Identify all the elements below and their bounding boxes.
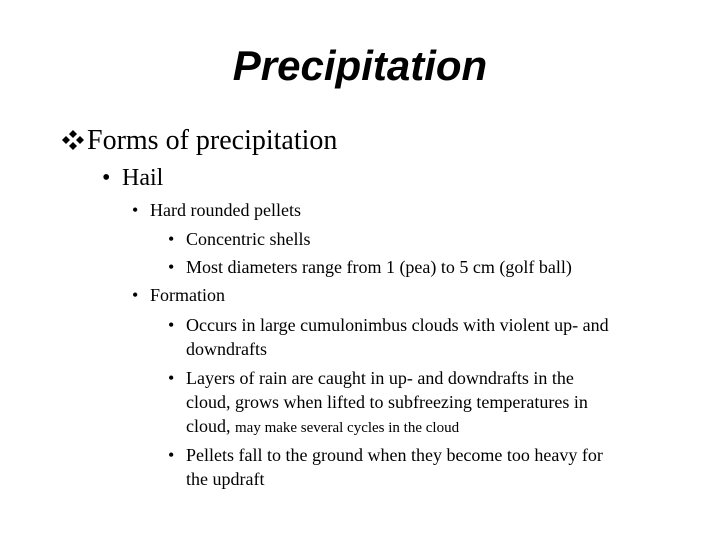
bullet-dot-icon: • <box>168 368 175 388</box>
bullet-dot-icon: • <box>102 165 111 191</box>
bullet-hard-rounded <box>132 198 301 222</box>
bullet-occurs <box>168 313 609 337</box>
bullet-occurs-cont: downdrafts <box>186 339 267 359</box>
bullet-dot-icon: • <box>168 257 175 277</box>
bullet-text: Most diameters range from 1 (pea) to 5 cm (golf ball) <box>186 257 572 277</box>
bullet-text: Formation <box>150 285 225 305</box>
bullet-level1-text: Forms of precipitation <box>87 125 338 156</box>
bullet-text-small: may make several cycles in the cloud <box>235 420 460 436</box>
bullet-text: cloud, <box>186 416 235 436</box>
bullet-dot-icon: • <box>132 285 139 305</box>
slide-title: Precipitation <box>232 42 488 89</box>
bullet-text: Hard rounded pellets <box>150 200 301 220</box>
bullet-text: Layers of rain are caught in up- and downdrafts in the <box>186 368 574 388</box>
bullet-layers-cont: cloud, grows when lifted to subfreezing temperatures in <box>186 392 588 412</box>
bullet-dot-icon: • <box>168 315 175 335</box>
bullet-dot-icon: • <box>168 229 175 249</box>
bullet-concentric <box>168 227 310 251</box>
bullet-diameters <box>168 255 572 279</box>
bullet-text: Pellets fall to the ground when they become too heavy for <box>186 445 603 465</box>
bullet-level2 <box>102 163 163 193</box>
bullet-text: Concentric shells <box>186 229 311 249</box>
bullet-pellets-cont: the updraft <box>186 469 265 489</box>
bullet-dot-icon: • <box>132 200 139 220</box>
bullet-formation <box>132 283 225 307</box>
bullet-layers <box>168 366 574 390</box>
bullet-text: Occurs in large cumulonimbus clouds with violent up- and <box>186 315 609 335</box>
bullet-level2-text: Hail <box>122 165 164 191</box>
diamond-bullet-icon <box>60 125 86 147</box>
bullet-layers-cont2 <box>186 414 459 440</box>
bullet-level1 <box>60 123 337 159</box>
bullet-dot-icon: • <box>168 445 175 465</box>
bullet-pellets <box>168 443 603 467</box>
